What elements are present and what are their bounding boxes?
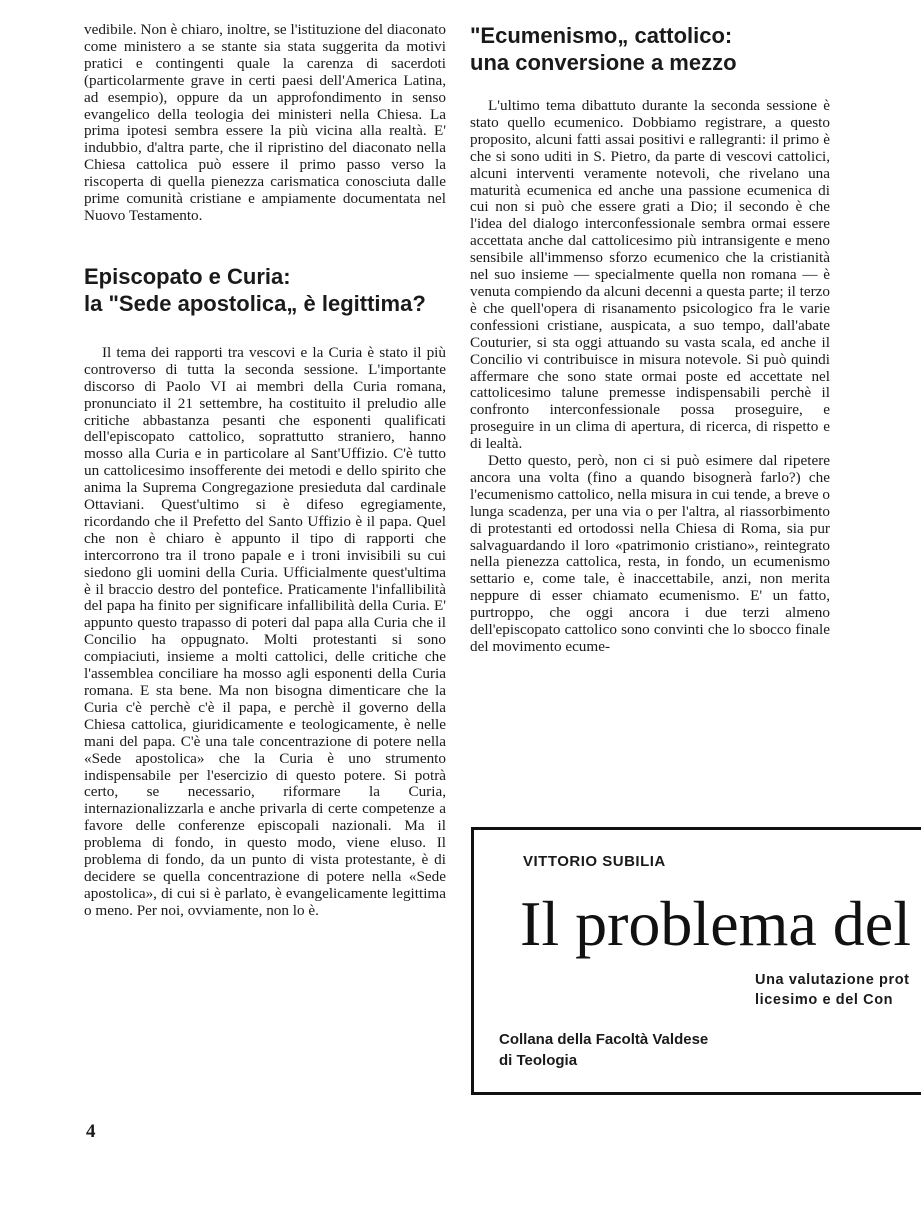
heading-line-2: una conversione a mezzo — [470, 50, 737, 75]
left-column — [84, 22, 446, 920]
ad-subtitle: Una valutazione prot licesimo e del Con — [755, 972, 910, 1008]
book-advertisement — [471, 827, 921, 1095]
section-heading-ecumenismo — [470, 22, 830, 76]
ad-series: Collana della Facoltà Valdese di Teologia — [499, 1031, 709, 1069]
heading-line-2: la "Sede apostolica„ è legittima? — [84, 290, 426, 316]
ad-book-title: Il problema del — [520, 888, 911, 959]
paragraph-ecumenismo-2: Detto questo, però, non ci si può esimere dal ripetere ancora una volta (fino a quando bisognerà farlo?) che l'ecumenismo cattolico, nella misura in cui tende, a breve o lunga scadenza, per una via o per l'altra, al riassorbimento di protestanti ed ortodossi nella Chiesa di Roma, sia pur salvaguardando il loro «patrimonio cristiano», reintegrato nella pienezza cattolica, resta, in fondo, un ecumenismo settario e, come tale, è inaccettabile, anzi, non merita neppure di esser chiamato ecumenismo. E' un fatto, purtroppo, che oggi ancora i due terzi almeno dell'episcopato cattolico sono convinti che lo sbocco finale del movimento ecume- — [470, 452, 830, 655]
paragraph-ecumenismo-1: L'ultimo tema dibattuto durante la seconda sessione è stato quello ecumenico. Dobbiamo registrare, a questo proposito, alcuni fatti assai positivi e rallegranti: il primo è che si sono uditi in S. Pietro, da parte di vescovi cattolici, alcuni interventi veramente notevoli, che rivelano una maturità ecumenica ed anche una passione ecumenica di cui non si può che essere grati a Dio; il secondo è che l'idea del dialogo interconfessionale sembra ormai essere accettata anche dal cattolicesimo più intransigente e meno sensibile all'immenso sforzo ecumenico che la cristianità nel suo insieme — specialmente quella non romana — è venuta compiendo da alcuni decenni a questa parte; il terzo è che quell'opera di risanamento psicologico fra le varie confessioni cristiane, auspicata, a suo tempo, dall'abate Couturier, si sta oggi attuando su vasta scala, ed anche il Concilio vi contribuisce in misura notevole. Si può quindi affermare che sono state ormai poste ed accettate nel cattolicesimo talune premesse indispensabili perchè il confronto interconfessionale possa proseguire, e proseguire in un clima di apertura, di ricerca, di rispetto e di lealtà. — [470, 97, 830, 453]
right-column — [470, 22, 830, 656]
paragraph-diaconato: vedibile. Non è chiaro, inoltre, se l'istituzione del diaconato come ministero a se stante sia stata suggerita da motivi pratici e contingenti quale la carenza di sacerdoti (particolarmente grave in certi paesi dell'America Latina, ad esempio), oppure da un approfondimento in senso evangelico della teologia dei ministeri nella Chiesa. La prima ipotesi sembra essere la più vicina alla realtà. E' indubbio, d'altra parte, che il ripristino del diaconato nella Chiesa cattolica può essere il primo passo verso la riscoperta di quella pienezza carismatica conosciuta dalle prime comunità cristiane e ampiamente documentata nel Nuovo Testamento. — [84, 21, 446, 224]
heading-line-1: "Ecumenismo„ cattolico: — [470, 23, 733, 48]
heading-line-1: Episcopato e Curia: — [84, 263, 291, 289]
page-number: 4 — [86, 1121, 96, 1142]
section-heading-episcopato — [84, 263, 446, 317]
ad-author: VITTORIO SUBILIA — [523, 853, 666, 870]
paragraph-curia: Il tema dei rapporti tra vescovi e la Curia è stato il più controverso di tutta la seconda sessione. L'importante discorso di Paolo VI ai membri della Curia romana, pronunciato il 21 settembre, ha costituito il preludio alle critiche abbastanza pesanti che esponenti qualificati dell'episcopato cattolico, soprattutto straniero, hanno mosso alla Curia e in particolare al Sant'Uffizio. C'è tutto un cattolicesimo insofferente dei metodi e dello spirito che anima la Suprema Congregazione presieduta dal cardinale Ottaviani. Quest'ultimo si è difeso egregiamente, ricordando che il Prefetto del Santo Uffizio è il papa. Quel che non è chiaro è appunto il tipo di rapporti che intercorrono tra il trono papale e i troni invisibili su cui siedono gli uomini della Curia. Ufficialmente quest'ultima è il braccio destro del pontefice. Praticamente l'infallibilità del papa ha finito per significare infallibilità della Curia. E' appunto questo trapasso di poteri dal papa alla Curia che il Concilio ha oppugnato. Molti protestanti si sono compiaciuti, insieme a molti cattolici, delle critiche che l'assemblea conciliare ha mosso agli esponenti della Curia romana. E sta bene. Ma non bisogna dimenticare che la Curia c'è perchè c'è il papa, e perchè il governo della Chiesa cattolica, giuridicamente e teologicamente, è nelle mani del papa. C'è una tale concentrazione di potere nella «Sede apostolica» che la Curia è uno strumento indispensabile per l'esercizio di questo potere. Si potrà certo, se necessario, riformare la Curia, internazionalizzarla e anche privarla di certe competenze a favore delle conferenze episcopali nazionali. Ma il problema di fondo, in questo modo, viene eluso. Il problema di fondo, da un punto di vista protestante, è di decidere se quella concentrazione di potere nella «Sede apostolica», di cui si è parlato, è evangelicamente legittima o meno. Per noi, ovviamente, non lo è. — [84, 343, 446, 919]
